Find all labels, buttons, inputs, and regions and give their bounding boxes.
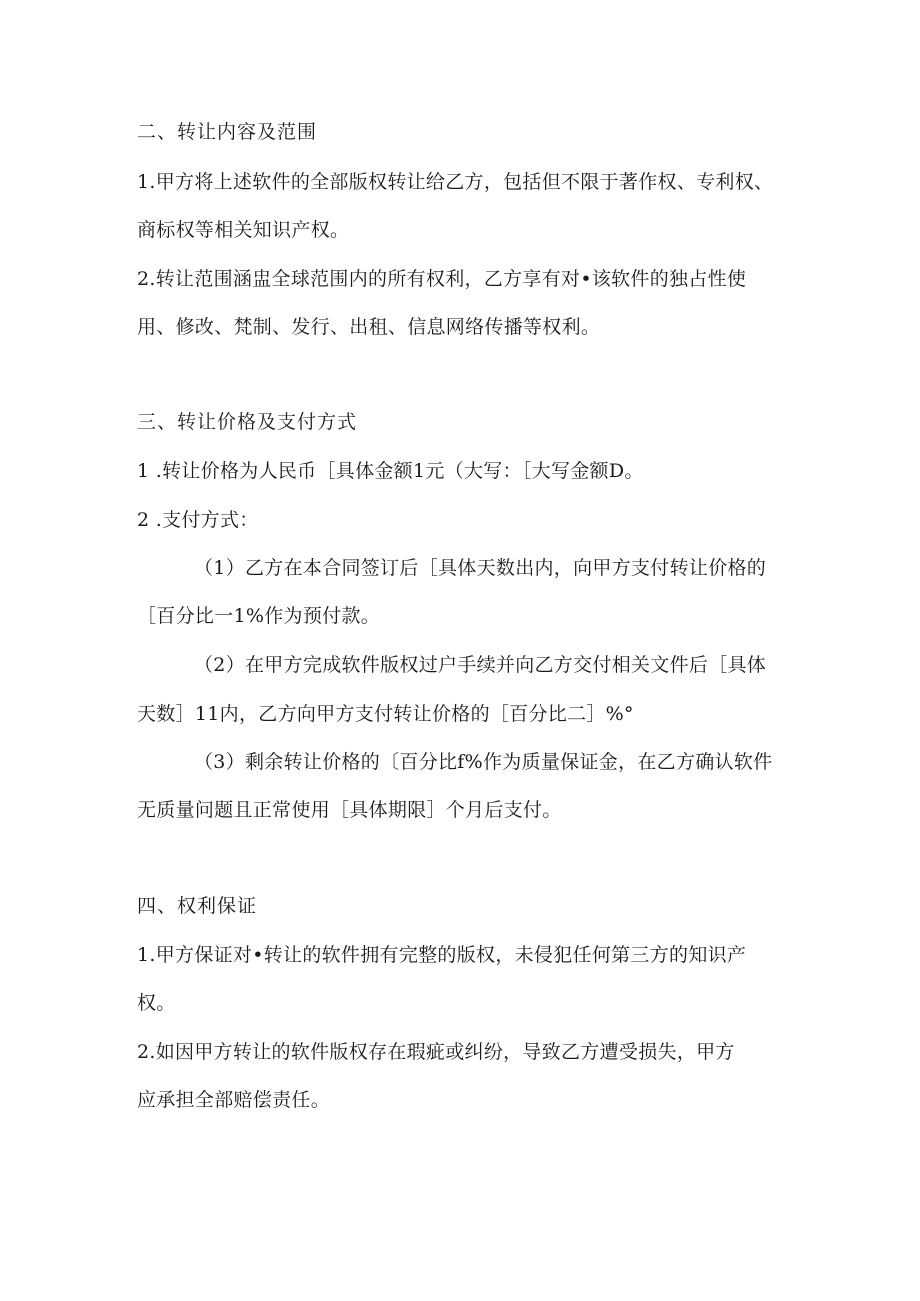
paragraph-line: 应承担全部赔偿责任。 xyxy=(137,1089,331,1111)
paragraph-line: ［百分比一1%作为预付款。 xyxy=(137,605,381,627)
section-heading: 三、转让价格及支付方式 xyxy=(137,411,358,433)
paragraph-line: 天数］11内，乙方向甲方支付转让价格的［百分比二］%° xyxy=(137,703,634,725)
paragraph-line: （2）在甲方完成软件版权过户手续并向乙方交付相关文件后［具体 xyxy=(194,654,767,676)
paragraph-line: 权。 xyxy=(137,992,176,1014)
paragraph-line: 1.甲方将上述软件的全部版权转让给乙方，包括但不限于著作权、专利权、 xyxy=(137,171,774,193)
paragraph-line: 无质量问题且正常使用［具体期限］个月后支付。 xyxy=(137,799,562,821)
paragraph-line: 用、修改、梵制、发行、出租、信息网络传播等权利。 xyxy=(137,316,601,338)
section-heading: 二、转让内容及范围 xyxy=(137,121,318,143)
paragraph-line: 商标权等相关知识产权。 xyxy=(137,219,350,241)
paragraph-line: （1）乙方在本合同签订后［具体天数出内，向甲方支付转让价格的 xyxy=(194,557,767,579)
paragraph-line: 1 .转让价格为人民币［具体金额1元（大写：［大写金额D。 xyxy=(137,460,644,482)
paragraph-line: （3）剩余转让价格的〔百分比f%作为质量保证金，在乙方确认软件 xyxy=(194,751,773,773)
section-heading: 四、权利保证 xyxy=(137,895,258,917)
paragraph-line: 1.甲方保证对•转让的软件拥有完整的版权，未侵犯任何第三方的知识产 xyxy=(137,944,747,966)
paragraph-line: 2.转让范围涵盅全球范围内的所有权利，乙方享有对•该软件的独占性使 xyxy=(137,268,747,290)
paragraph-line: 2.如因甲方转让的软件版权存在瑕疵或纠纷，导致乙方遭受损失，甲方 xyxy=(137,1041,735,1063)
paragraph-line: 2 .支付方式： xyxy=(137,509,259,531)
